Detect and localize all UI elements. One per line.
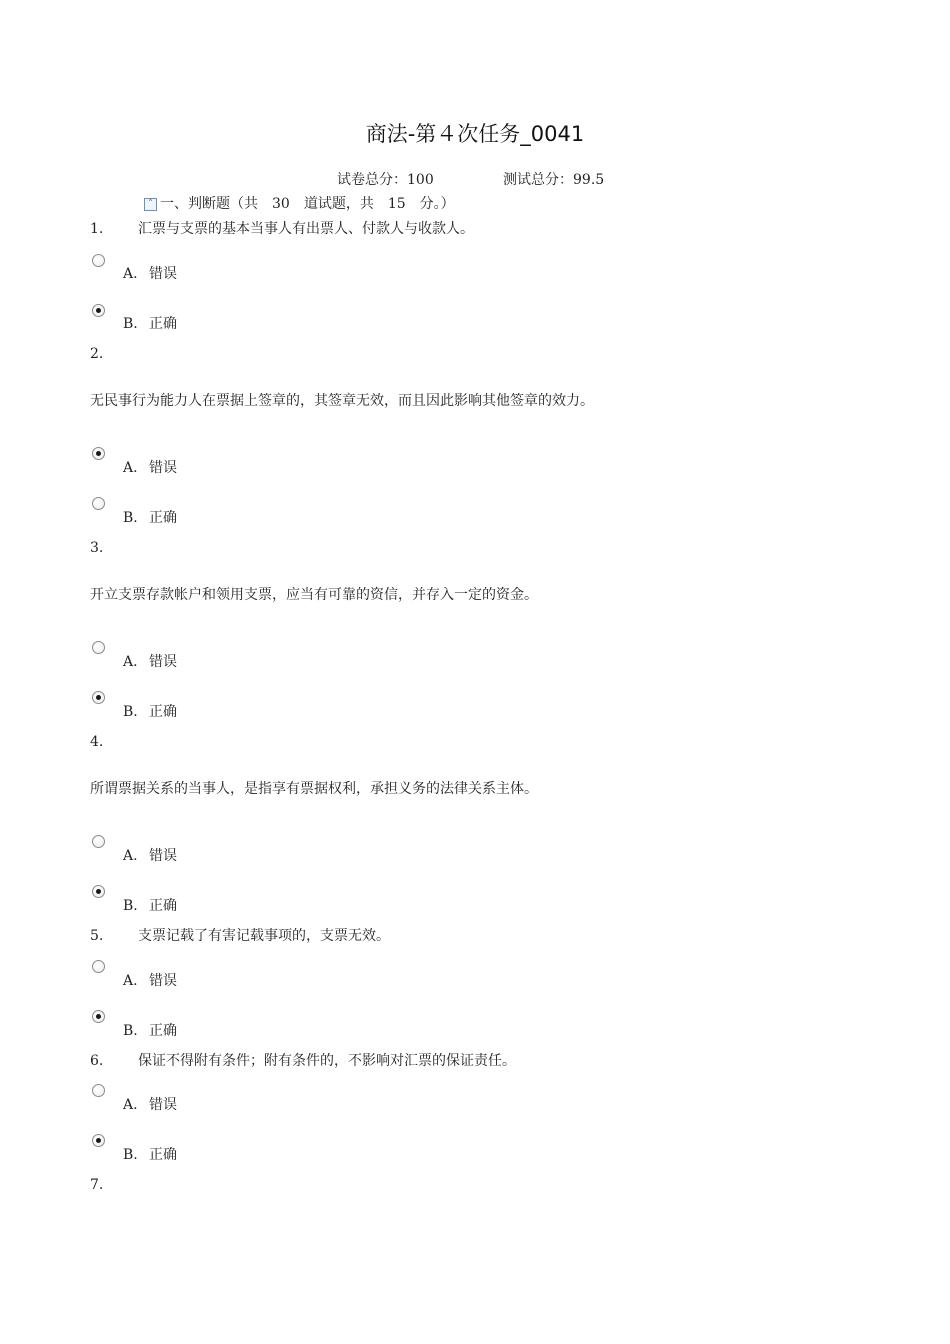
section-label: 一、判断题（共 30 道试题，共 15 分。）: [160, 196, 455, 212]
collapse-up-icon[interactable]: ˄: [144, 198, 157, 211]
question-6-number: 6.: [90, 1053, 104, 1069]
question-3-option-b-radio[interactable]: [92, 691, 105, 704]
question-6-option-a-radio[interactable]: [92, 1084, 105, 1097]
question-2-option-a: A. 错误: [123, 460, 177, 476]
question-5-option-a-radio[interactable]: [92, 960, 105, 973]
question-3-option-a: A. 错误: [123, 654, 177, 670]
question-6-option-b: B. 正确: [123, 1147, 177, 1163]
question-1-option-b: B. 正确: [123, 316, 177, 332]
question-2-option-a-radio[interactable]: [92, 447, 105, 460]
question-4-option-b: B. 正确: [123, 898, 177, 914]
question-4-number: 4.: [90, 734, 104, 750]
question-2-text: 无民事行为能力人在票据上签章的，其签章无效，而且因此影响其他签章的效力。: [90, 393, 594, 409]
question-4-option-a: A. 错误: [123, 848, 177, 864]
question-4-option-b-radio[interactable]: [92, 885, 105, 898]
question-4-text: 所谓票据关系的当事人，是指享有票据权利，承担义务的法律关系主体。: [90, 781, 538, 797]
question-5-option-a: A. 错误: [123, 973, 177, 989]
question-1-option-a: A. 错误: [123, 266, 177, 282]
test-total-score: 测试总分：99.5: [503, 172, 605, 188]
section-header: [144, 194, 455, 214]
question-6-option-b-radio[interactable]: [92, 1134, 105, 1147]
question-1-text: 汇票与支票的基本当事人有出票人、付款人与收款人。: [138, 221, 474, 237]
question-1-option-a-radio[interactable]: [92, 254, 105, 267]
question-5-option-b: B. 正确: [123, 1023, 177, 1039]
question-5-number: 5.: [90, 928, 104, 944]
question-7-number: 7.: [90, 1177, 104, 1193]
question-4-option-a-radio[interactable]: [92, 835, 105, 848]
question-2-option-b-radio[interactable]: [92, 497, 105, 510]
question-5-text: 支票记载了有害记载事项的，支票无效。: [138, 928, 390, 944]
question-2-number: 2.: [90, 346, 104, 362]
question-3-option-a-radio[interactable]: [92, 641, 105, 654]
question-3-option-b: B. 正确: [123, 704, 177, 720]
question-3-text: 开立支票存款帐户和领用支票，应当有可靠的资信，并存入一定的资金。: [90, 587, 538, 603]
question-6-option-a: A. 错误: [123, 1097, 177, 1113]
question-1-option-b-radio[interactable]: [92, 304, 105, 317]
paper-total-score: 试卷总分：100: [337, 172, 434, 188]
question-5-option-b-radio[interactable]: [92, 1010, 105, 1023]
question-6-text: 保证不得附有条件；附有条件的，不影响对汇票的保证责任。: [138, 1053, 516, 1069]
page-title: 商法-第４次任务_0041: [365, 122, 585, 146]
question-1-number: 1.: [90, 221, 104, 237]
question-3-number: 3.: [90, 540, 104, 556]
question-2-option-b: B. 正确: [123, 510, 177, 526]
